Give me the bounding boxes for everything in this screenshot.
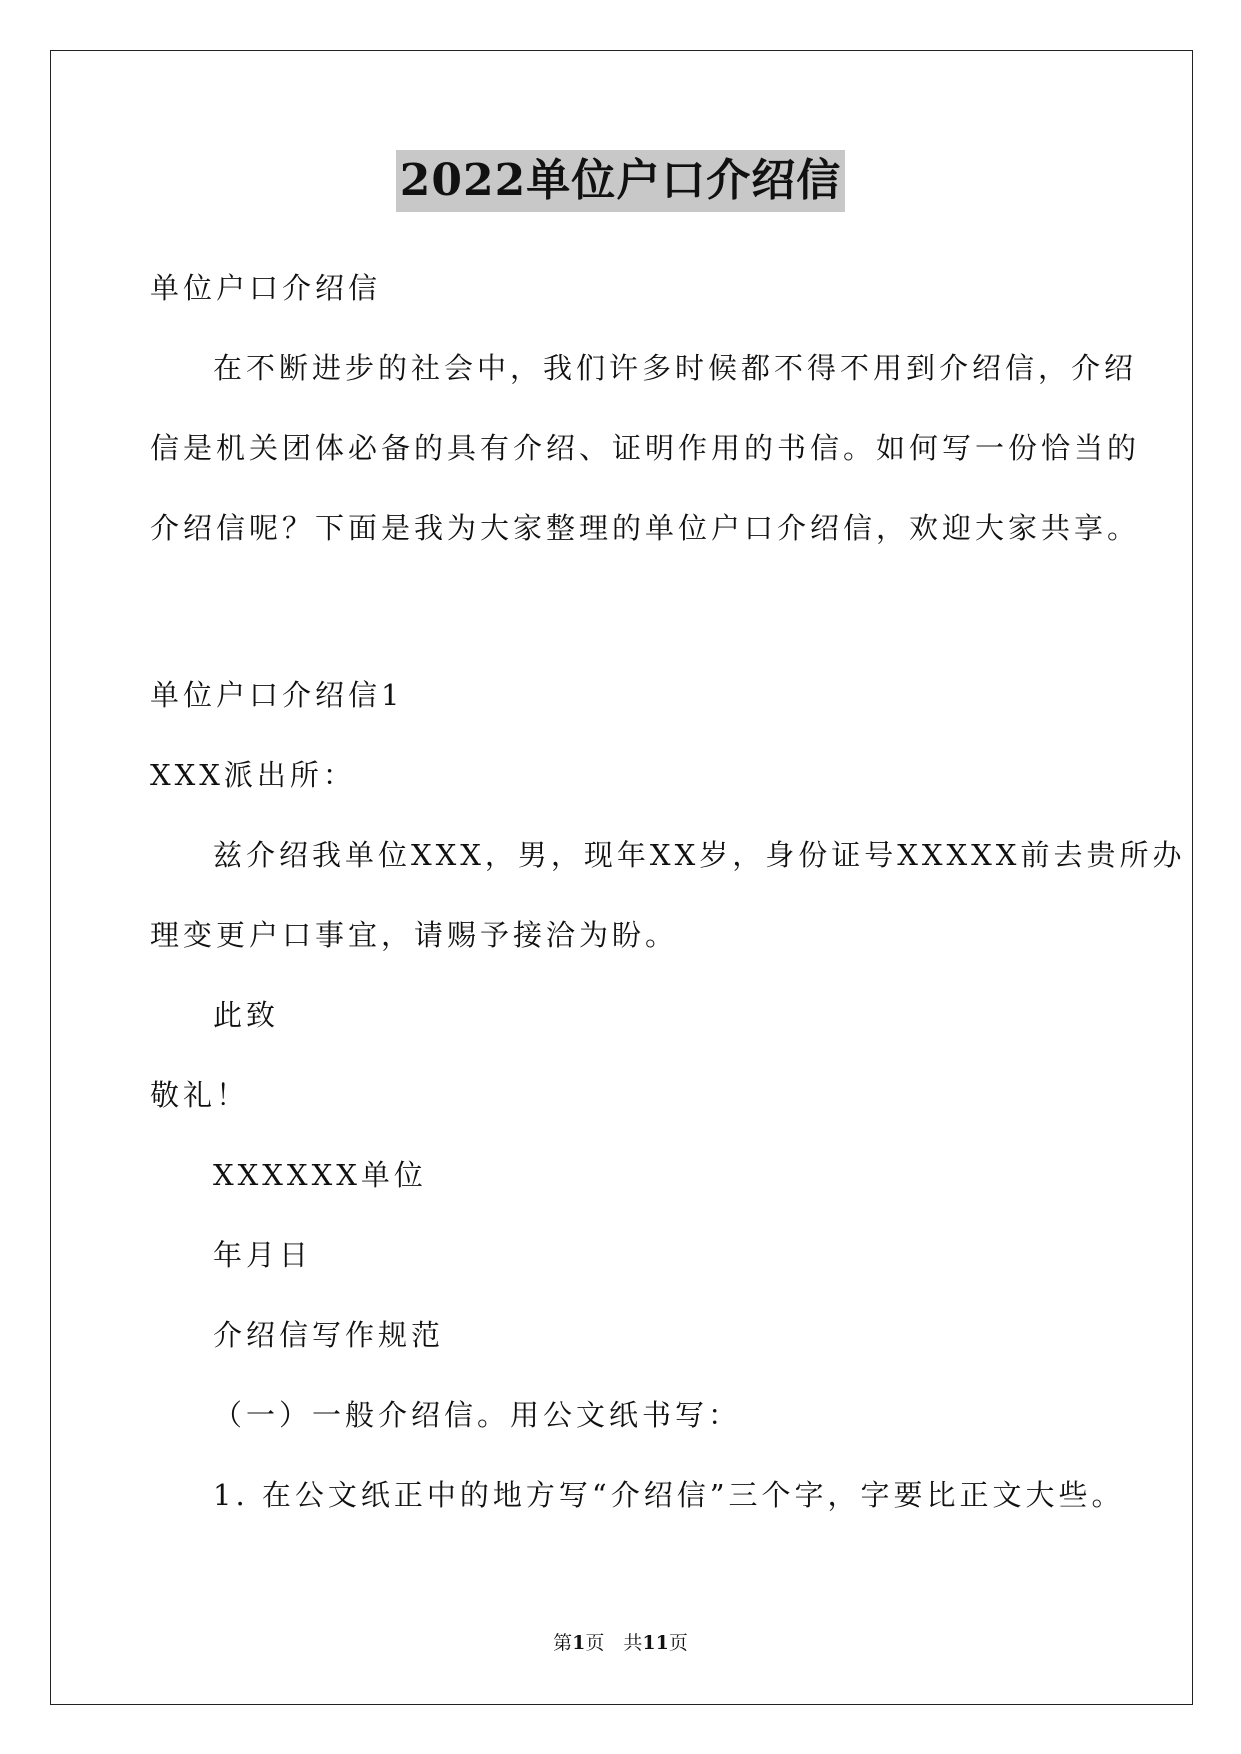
signature-unit: XXXXXX单位 — [213, 1158, 427, 1192]
title-wrap — [0, 150, 1241, 212]
paragraph-line: 信是机关团体必备的具有介绍、证明作用的书信。如何写一份恰当的 — [150, 431, 1141, 465]
section-heading: 介绍信写作规范 — [213, 1318, 445, 1352]
section-heading: 单位户口介绍信1 — [150, 678, 404, 712]
list-item: 1. 在公文纸正中的地方写“介绍信”三个字，字要比正文大些。 — [213, 1478, 1125, 1512]
footer-suffix: 页 — [668, 1632, 688, 1654]
date-line: 年月日 — [213, 1238, 313, 1272]
footer-mid: 页 共 — [585, 1632, 643, 1654]
letter-body-line: 理变更户口事宜，请赐予接洽为盼。 — [150, 918, 679, 952]
footer-prefix: 第 — [553, 1632, 573, 1654]
letter-body-line: 兹介绍我单位XXX，男，现年XX岁，身份证号XXXXX前去贵所办 — [213, 838, 1186, 872]
closing-line: 此致 — [213, 998, 280, 1032]
footer-total-pages: 11 — [642, 1632, 669, 1654]
subtitle-line: 单位户口介绍信 — [150, 271, 382, 305]
recipient-line: XXX派出所： — [150, 758, 356, 792]
salutation-line: 敬礼！ — [150, 1078, 250, 1112]
document-title: 2022单位户口介绍信 — [396, 150, 845, 212]
footer-current-page: 1 — [572, 1632, 586, 1654]
list-heading: （一）一般介绍信。用公文纸书写： — [213, 1398, 742, 1432]
paragraph-line: 介绍信呢？下面是我为大家整理的单位户口介绍信，欢迎大家共享。 — [150, 511, 1141, 545]
paragraph-line: 在不断进步的社会中，我们许多时候都不得不用到介绍信，介绍 — [213, 351, 1138, 385]
page-footer — [0, 1630, 1241, 1656]
